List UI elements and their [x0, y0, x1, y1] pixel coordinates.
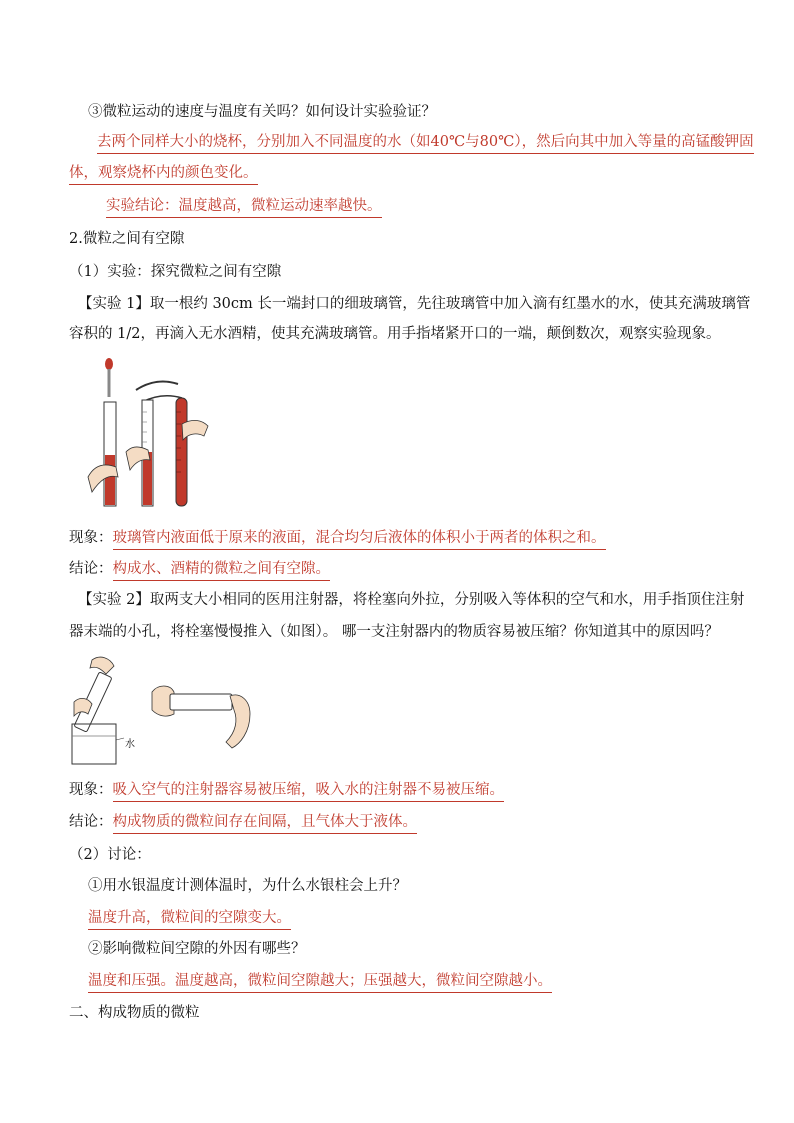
exp2-line1: 【实验 2】取两支大小相同的医用注射器，将栓塞向外拉，分别吸入等体积的空气和水，用手指顶住注射 [78, 592, 745, 608]
discussion1-answer: 温度升高，微粒间的空隙变大。 [88, 908, 794, 930]
exp1-line1: 【实验 1】取一根约 30cm 长一端封口的细玻璃管，先往玻璃管中加入滴有红墨水的水，使其充满玻璃管 [78, 296, 751, 312]
exp2-phenomenon: 现象：吸入空气的注射器容易被压缩，吸入水的注射器不易被压缩。 [69, 780, 794, 802]
q3-conclusion: 实验结论：温度越高，微粒运动速率越快。 [106, 196, 794, 218]
exp2-conclusion: 结论：构成物质的微粒间存在间隔，且气体大于液体。 [69, 812, 794, 834]
discussion2-answer: 温度和压强。温度越高，微粒间空隙越大；压强越大，微粒间空隙越小。 [88, 971, 794, 993]
beaker-label: 水 [125, 739, 135, 750]
exp1-conclusion: 结论：构成水、酒精的微粒之间有空隙。 [69, 559, 794, 581]
syringe-figure [70, 652, 260, 772]
exp1-line2: 容积的 1/2，再滴入无水酒精，使其充满玻璃管。用手指堵紧开口的一端，颠倒数次，观察实验现象。 [69, 326, 721, 342]
q3-question: ③微粒运动的速度与温度有关吗？如何设计实验验证？ [88, 104, 436, 120]
discussion1-question: ①用水银温度计测体温时，为什么水银柱会上升？ [88, 878, 407, 894]
section2-sub1: （1）实验：探究微粒之间有空隙 [69, 264, 282, 280]
exp1-phenomenon: 现象：玻璃管内液面低于原来的液面，混合均匀后液体的体积小于两者的体积之和。 [69, 528, 794, 550]
section2-sub2: （2）讨论： [69, 847, 151, 863]
q3-answer-line2: 体，观察烧杯内的颜色变化。 [69, 163, 794, 185]
q3-answer-line1: 去两个同样大小的烧杯，分别加入不同温度的水（如40℃与80℃），然后向其中加入等量的高锰酸钾固 [97, 132, 794, 154]
section3-title: 二、构成物质的微粒 [69, 1005, 200, 1021]
section2-title: 2.微粒之间有空隙 [69, 231, 185, 247]
discussion2-question: ②影响微粒间空隙的外因有哪些？ [88, 941, 306, 957]
glass-tube-figure [78, 352, 218, 512]
exp2-line2: 器末端的小孔，将栓塞慢慢推入（如图）。 哪一支注射器内的物质容易被压缩？你知道其中的原因吗？ [69, 624, 719, 640]
